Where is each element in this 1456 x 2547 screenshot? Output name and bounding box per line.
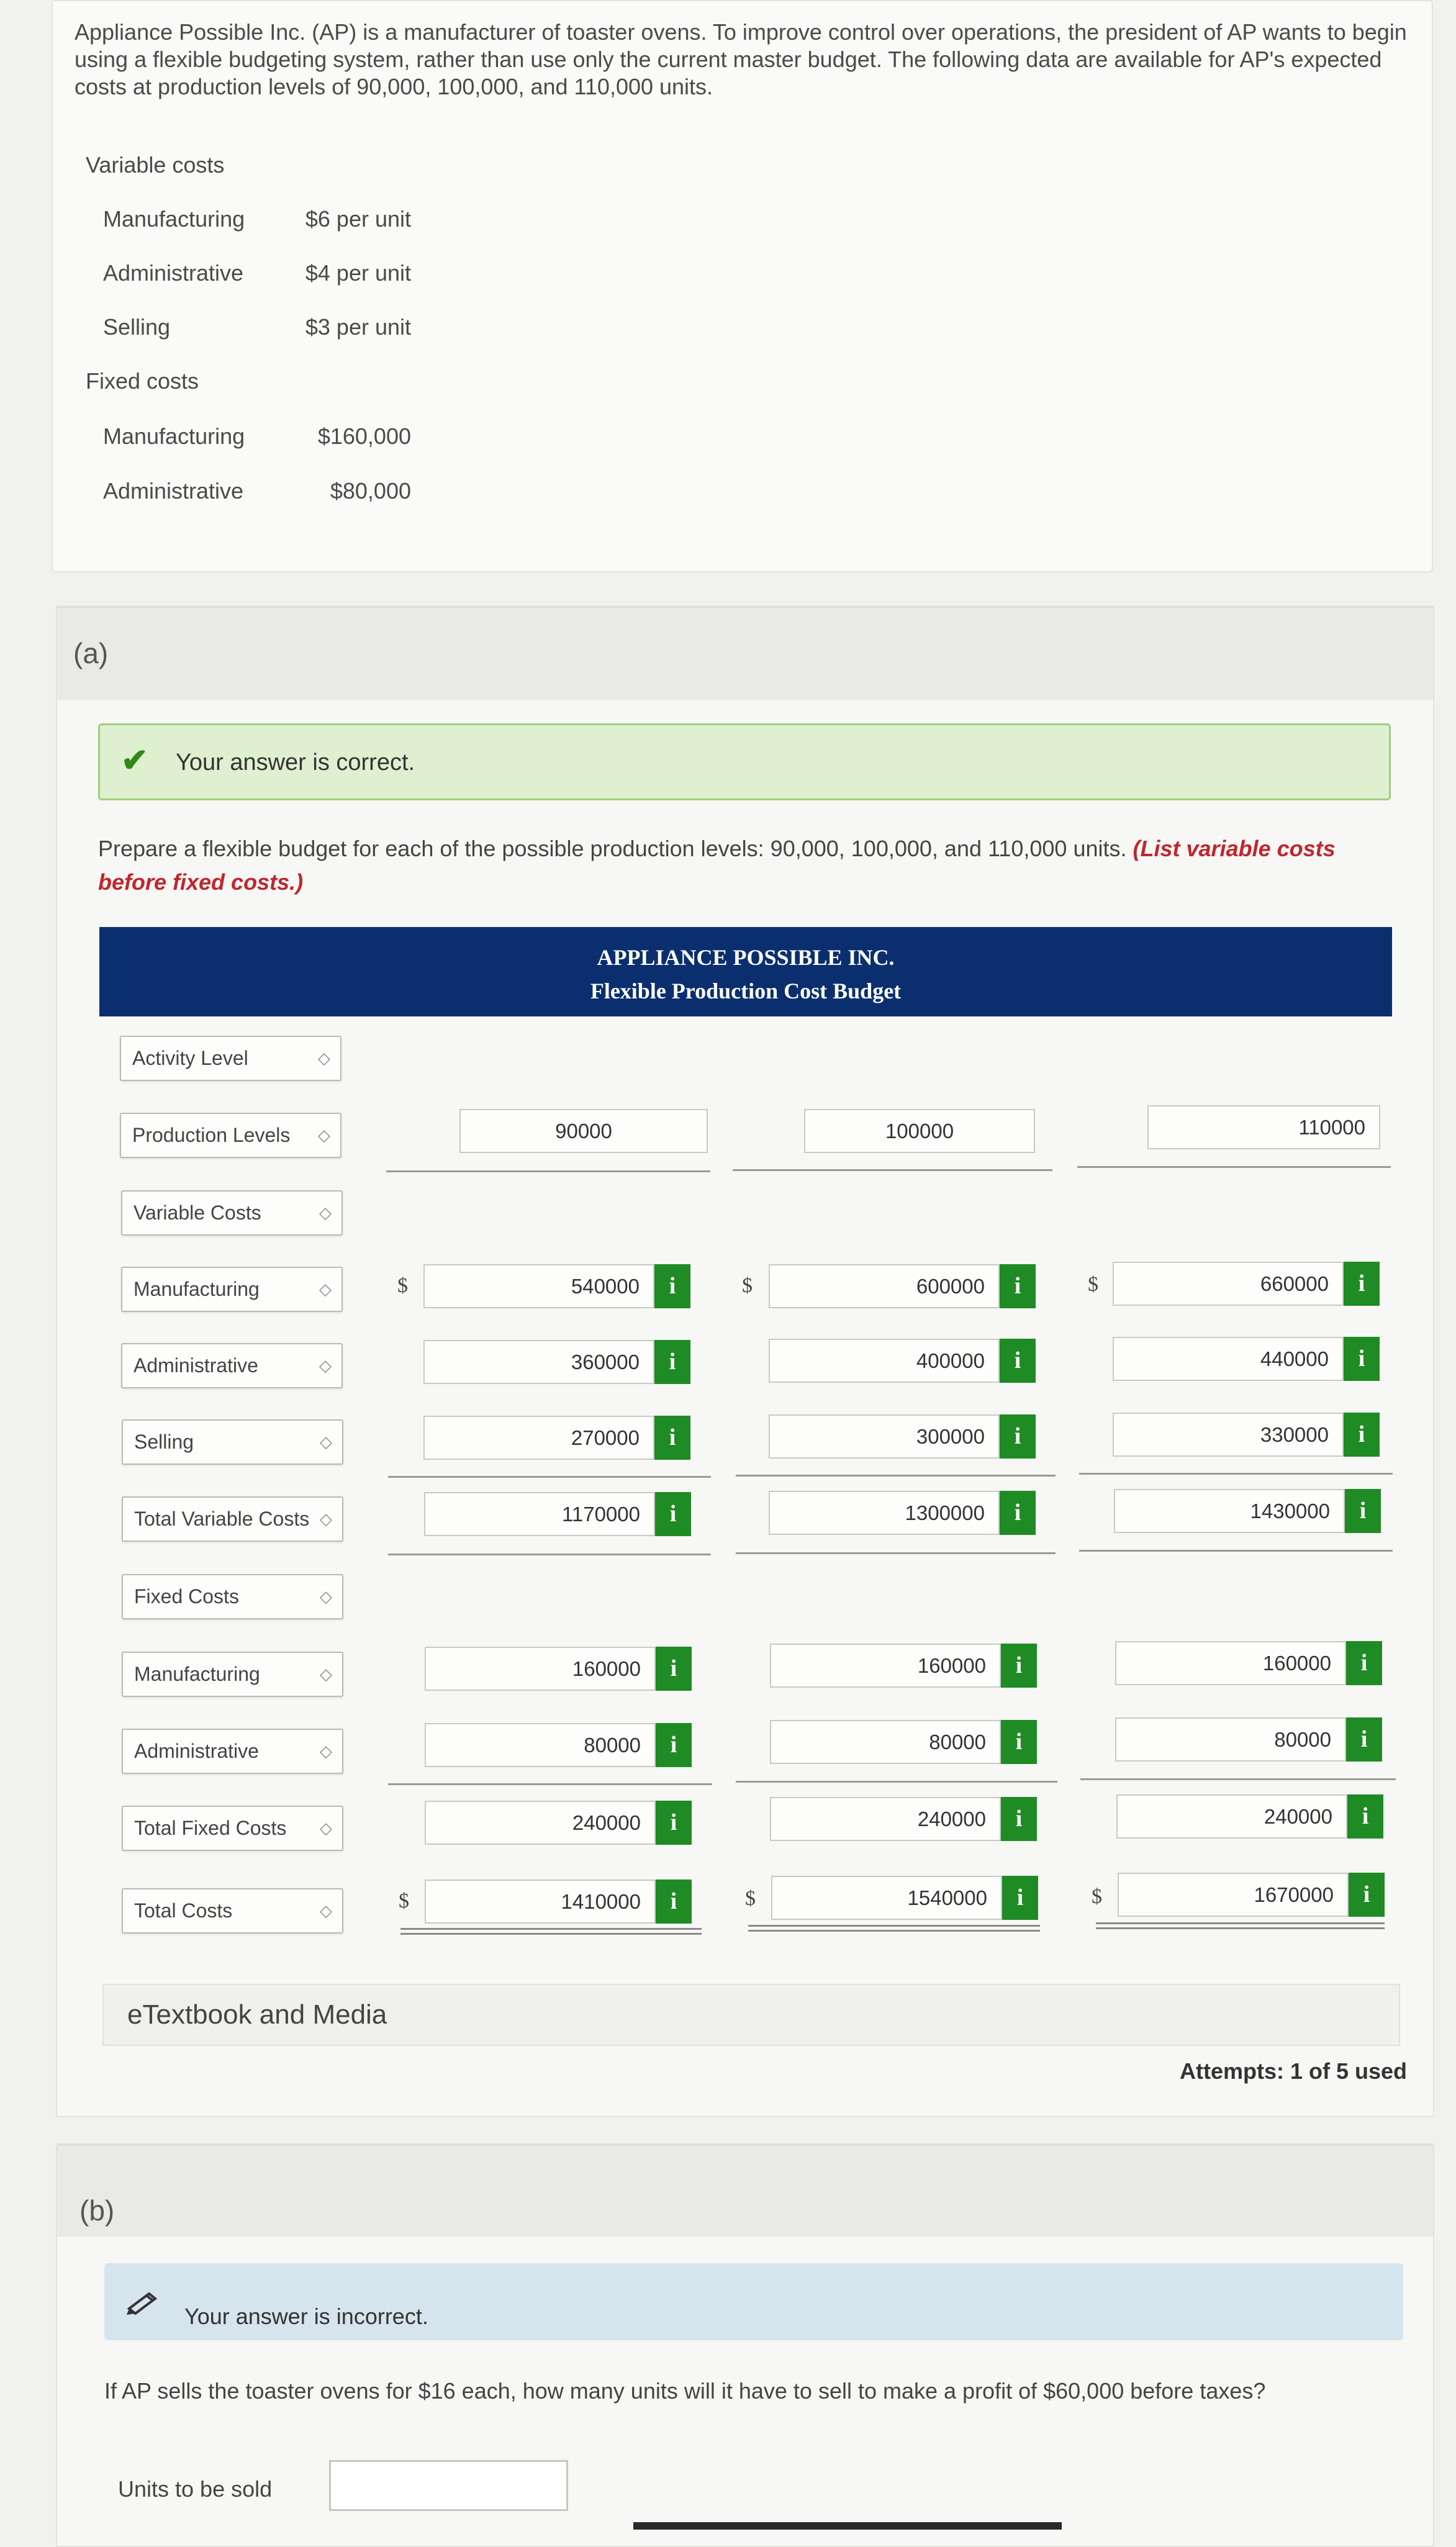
underline bbox=[733, 1169, 1052, 1171]
var-mfg-input-col2[interactable]: 600000 bbox=[769, 1264, 1000, 1308]
updown-chevron-icon: ◇ bbox=[320, 1901, 332, 1920]
info-icon[interactable]: i bbox=[1344, 1413, 1380, 1457]
fix-mfg-row-label: Manufacturing bbox=[134, 1663, 260, 1685]
info-icon[interactable]: i bbox=[1001, 1797, 1037, 1841]
total-costs-input-col1[interactable]: 1410000 bbox=[425, 1880, 656, 1924]
info-icon[interactable]: i bbox=[1344, 1262, 1380, 1306]
fix-admin-value: $80,000 bbox=[330, 478, 411, 504]
total-variable-input-col2[interactable]: 1300000 bbox=[769, 1491, 1000, 1535]
variable-costs-select[interactable] bbox=[121, 1190, 343, 1236]
info-icon[interactable]: i bbox=[1349, 1873, 1385, 1917]
info-icon[interactable]: i bbox=[656, 1801, 692, 1845]
updown-chevron-icon: ◇ bbox=[318, 1126, 330, 1144]
fix-mfg-input-col2[interactable]: 160000 bbox=[770, 1644, 1001, 1688]
info-icon[interactable]: i bbox=[656, 1880, 692, 1924]
underline bbox=[1079, 1473, 1393, 1475]
double-underline bbox=[400, 1928, 702, 1930]
total-fixed-input-col1[interactable]: 240000 bbox=[425, 1801, 656, 1845]
part-a-header bbox=[57, 607, 1433, 700]
total-variable-select[interactable] bbox=[122, 1496, 343, 1542]
info-icon[interactable]: i bbox=[1346, 1717, 1382, 1762]
dollar-sign: $ bbox=[397, 1274, 408, 1297]
bottom-bar bbox=[633, 2522, 1062, 2530]
underline bbox=[386, 1170, 710, 1172]
double-underline bbox=[400, 1933, 702, 1935]
variable-costs-label: Variable Costs bbox=[133, 1201, 261, 1224]
var-admin-row-label: Administrative bbox=[133, 1354, 258, 1377]
units-to-be-sold-label: Units to be sold bbox=[118, 2476, 273, 2502]
var-admin-value: $4 per unit bbox=[305, 260, 411, 286]
check-icon: ✔ bbox=[121, 743, 148, 779]
updown-chevron-icon: ◇ bbox=[318, 1049, 330, 1067]
etextbook-link[interactable]: eTextbook and Media bbox=[102, 1984, 1400, 2046]
updown-chevron-icon: ◇ bbox=[319, 1280, 332, 1298]
instructions bbox=[98, 832, 1402, 899]
dollar-sign: $ bbox=[399, 1889, 409, 1912]
pencil-icon bbox=[124, 2290, 159, 2318]
var-mfg-input-col1[interactable]: 540000 bbox=[423, 1264, 654, 1308]
info-icon[interactable]: i bbox=[656, 1723, 692, 1767]
underline bbox=[388, 1476, 711, 1478]
fix-mfg-select[interactable] bbox=[122, 1652, 343, 1697]
dollar-sign: $ bbox=[745, 1887, 756, 1910]
info-icon[interactable]: i bbox=[1345, 1489, 1381, 1533]
var-mfg-input-col3[interactable]: 660000 bbox=[1113, 1262, 1344, 1306]
production-levels-label: Production Levels bbox=[132, 1124, 291, 1146]
total-costs-input-col3[interactable]: 1670000 bbox=[1118, 1873, 1349, 1917]
fix-admin-label: Administrative bbox=[103, 478, 244, 504]
total-fixed-row-label: Total Fixed Costs bbox=[134, 1817, 287, 1839]
var-selling-input-col3[interactable]: 330000 bbox=[1113, 1413, 1344, 1457]
activity-level-select[interactable] bbox=[120, 1036, 341, 1081]
part-b-question: If AP sells the toaster ovens for $16 each, how many units will it have to sell to make a profit of $60,000 before taxes? bbox=[104, 2378, 1266, 2404]
instruction-text: Prepare a flexible budget for each of the possible production levels: 90,000, 100,000, and 110,000 units. bbox=[98, 836, 1127, 861]
total-fixed-input-col2[interactable]: 240000 bbox=[770, 1797, 1001, 1841]
fix-admin-input-col1[interactable]: 80000 bbox=[425, 1723, 656, 1767]
total-variable-row-label: Total Variable Costs bbox=[134, 1508, 310, 1530]
units-to-be-sold-input[interactable] bbox=[329, 2460, 568, 2511]
info-icon[interactable]: i bbox=[655, 1492, 691, 1536]
info-icon[interactable]: i bbox=[654, 1340, 690, 1384]
var-admin-input-col2[interactable]: 400000 bbox=[769, 1339, 1000, 1383]
var-selling-select[interactable] bbox=[122, 1419, 343, 1465]
fix-mfg-input-col3[interactable]: 160000 bbox=[1115, 1641, 1346, 1685]
var-admin-label: Administrative bbox=[103, 260, 244, 286]
info-icon[interactable]: i bbox=[656, 1647, 692, 1691]
underline bbox=[736, 1552, 1056, 1554]
var-mfg-value: $6 per unit bbox=[305, 206, 411, 232]
var-selling-row-label: Selling bbox=[134, 1431, 194, 1453]
updown-chevron-icon: ◇ bbox=[320, 1432, 332, 1451]
double-underline bbox=[748, 1925, 1040, 1927]
total-costs-input-col2[interactable]: 1540000 bbox=[771, 1876, 1002, 1920]
part-a-letter: (a) bbox=[73, 637, 109, 669]
dollar-sign: $ bbox=[742, 1274, 753, 1297]
total-fixed-select[interactable] bbox=[122, 1806, 343, 1851]
fix-mfg-label: Manufacturing bbox=[103, 423, 245, 449]
fix-admin-input-col3[interactable]: 80000 bbox=[1115, 1717, 1346, 1762]
info-icon[interactable]: i bbox=[1000, 1414, 1036, 1459]
production-input-col3[interactable]: 110000 bbox=[1147, 1105, 1380, 1149]
part-b-header bbox=[57, 2145, 1433, 2237]
info-icon[interactable]: i bbox=[654, 1264, 690, 1308]
attempts-counter: Attempts: 1 of 5 used bbox=[1180, 2058, 1408, 2084]
production-input-col1[interactable]: 90000 bbox=[459, 1109, 708, 1153]
instruction-note: (List variable costs before fixed costs.) bbox=[98, 836, 1336, 895]
info-icon[interactable]: i bbox=[1346, 1641, 1382, 1685]
underline bbox=[1077, 1166, 1391, 1168]
total-variable-input-col1[interactable]: 1170000 bbox=[424, 1492, 655, 1536]
problem-intro: Appliance Possible Inc. (AP) is a manufacturer of toaster ovens. To improve control over operations, the president of AP wants to begin using a flexible budgeting system, rather than use only the current master budget. The following data are available for AP's expected costs at production levels of 90,000, 100,000, and 110,000 units. bbox=[75, 19, 1407, 99]
fix-mfg-value: $160,000 bbox=[317, 423, 411, 449]
total-fixed-input-col3[interactable]: 240000 bbox=[1116, 1794, 1347, 1839]
var-admin-input-col3[interactable]: 440000 bbox=[1113, 1337, 1344, 1381]
fixed-costs-heading: Fixed costs bbox=[86, 368, 199, 394]
info-icon[interactable]: i bbox=[1000, 1264, 1036, 1308]
fix-admin-input-col2[interactable]: 80000 bbox=[770, 1720, 1001, 1764]
budget-title: Flexible Production Cost Budget bbox=[590, 979, 902, 1003]
underline bbox=[736, 1781, 1057, 1783]
updown-chevron-icon: ◇ bbox=[319, 1356, 332, 1375]
underline bbox=[388, 1783, 712, 1785]
var-mfg-label: Manufacturing bbox=[103, 206, 245, 232]
dollar-sign: $ bbox=[1088, 1273, 1098, 1296]
part-b-letter: (b) bbox=[79, 2194, 115, 2227]
info-icon[interactable]: i bbox=[654, 1416, 690, 1460]
activity-level-label: Activity Level bbox=[132, 1047, 248, 1069]
company-name: APPLIANCE POSSIBLE INC. bbox=[597, 945, 895, 970]
fix-admin-row-label: Administrative bbox=[134, 1740, 259, 1762]
info-icon[interactable]: i bbox=[1001, 1644, 1037, 1688]
fix-mfg-input-col1[interactable]: 160000 bbox=[425, 1647, 656, 1691]
var-mfg-select[interactable] bbox=[121, 1267, 343, 1312]
total-costs-select[interactable] bbox=[122, 1888, 343, 1934]
production-levels-select[interactable] bbox=[120, 1113, 341, 1158]
updown-chevron-icon: ◇ bbox=[320, 1587, 332, 1606]
info-icon[interactable]: i bbox=[1001, 1720, 1037, 1764]
fix-admin-select[interactable] bbox=[122, 1729, 343, 1774]
total-costs-row-label: Total Costs bbox=[134, 1899, 233, 1922]
production-input-col2[interactable]: 100000 bbox=[804, 1109, 1035, 1153]
var-admin-input-col1[interactable]: 360000 bbox=[423, 1340, 654, 1384]
info-icon[interactable]: i bbox=[1344, 1337, 1380, 1381]
correct-status: Your answer is correct. bbox=[176, 749, 415, 776]
dollar-sign: $ bbox=[1092, 1885, 1102, 1908]
var-mfg-row-label: Manufacturing bbox=[133, 1278, 260, 1300]
info-icon[interactable]: i bbox=[1347, 1794, 1383, 1839]
info-icon[interactable]: i bbox=[1002, 1876, 1038, 1920]
fixed-costs-select[interactable] bbox=[122, 1574, 343, 1619]
updown-chevron-icon: ◇ bbox=[320, 1509, 332, 1528]
incorrect-status: Your answer is incorrect. bbox=[184, 2304, 428, 2329]
info-icon[interactable]: i bbox=[1000, 1339, 1036, 1383]
variable-costs-heading: Variable costs bbox=[86, 152, 225, 178]
fixed-costs-label: Fixed Costs bbox=[134, 1585, 239, 1608]
var-selling-input-col1[interactable]: 270000 bbox=[423, 1416, 654, 1460]
var-selling-input-col2[interactable]: 300000 bbox=[769, 1414, 1000, 1459]
underline bbox=[1079, 1550, 1393, 1552]
updown-chevron-icon: ◇ bbox=[319, 1203, 332, 1222]
var-selling-label: Selling bbox=[103, 314, 171, 340]
info-icon[interactable]: i bbox=[1000, 1491, 1036, 1535]
updown-chevron-icon: ◇ bbox=[320, 1742, 332, 1760]
double-underline bbox=[748, 1930, 1040, 1932]
updown-chevron-icon: ◇ bbox=[320, 1819, 332, 1837]
underline bbox=[1080, 1778, 1396, 1780]
underline bbox=[388, 1554, 711, 1555]
total-variable-input-col3[interactable]: 1430000 bbox=[1114, 1489, 1345, 1533]
budget-title-banner bbox=[99, 927, 1392, 1016]
updown-chevron-icon: ◇ bbox=[320, 1665, 332, 1683]
double-underline bbox=[1096, 1927, 1385, 1929]
var-selling-value: $3 per unit bbox=[305, 314, 411, 340]
underline bbox=[736, 1475, 1056, 1477]
var-admin-select[interactable] bbox=[121, 1343, 343, 1388]
double-underline bbox=[1096, 1922, 1385, 1924]
